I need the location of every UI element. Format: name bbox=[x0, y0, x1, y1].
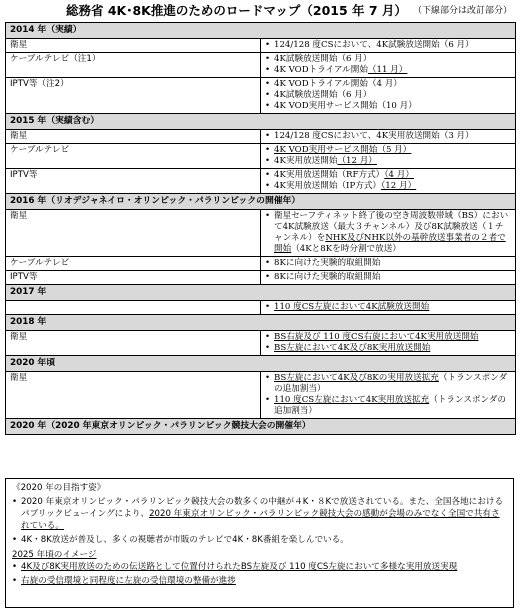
category-cell: 衛星 bbox=[6, 331, 261, 356]
list-item bbox=[265, 131, 511, 142]
year-header bbox=[6, 285, 516, 301]
text-segment: 4K VOD実用サービス開始（10 月） bbox=[274, 101, 417, 111]
items-cell bbox=[261, 301, 516, 315]
list-item bbox=[265, 170, 511, 181]
category-cell: ケーブルテレビ bbox=[6, 144, 261, 169]
future-items bbox=[12, 496, 507, 546]
text-segment: （4 月） bbox=[384, 170, 414, 180]
list-item bbox=[265, 54, 511, 65]
title-row bbox=[0, 2, 520, 22]
list-item bbox=[265, 332, 511, 343]
year-header bbox=[6, 356, 516, 372]
year-header bbox=[6, 315, 516, 331]
text-segment: 4K実用放送開始（IP方式） bbox=[274, 181, 382, 191]
list-item bbox=[265, 343, 511, 354]
text-segment: （11 月） bbox=[367, 65, 408, 75]
text-segment: 4K実用放送開始 bbox=[274, 156, 338, 166]
list-item bbox=[265, 211, 511, 255]
page-title: 総務省 4K･8K推進のためのロードマップ（2015 年 7 月） bbox=[66, 3, 407, 18]
list-item bbox=[265, 101, 511, 112]
year-label: 2015 年（実績含む） bbox=[6, 114, 516, 130]
table-row bbox=[6, 78, 516, 114]
list-item bbox=[265, 373, 511, 395]
text-segment: 110 度CS左旋において4K試験放送開始 bbox=[274, 302, 430, 312]
list-item bbox=[265, 302, 511, 313]
future-item bbox=[12, 534, 507, 546]
text-segment: 4K試験放送開始（6 月） bbox=[274, 90, 372, 100]
year-header bbox=[6, 419, 516, 435]
table-row bbox=[6, 331, 516, 356]
year-header bbox=[6, 114, 516, 130]
year-label: 2016 年（リオデジャネイロ・オリンピック・パラリンピックの開催年） bbox=[6, 194, 516, 210]
list-item bbox=[265, 272, 511, 283]
text-segment: 右旋の受信環境と同程度に左旋の受信環境の整備が進捗 bbox=[21, 576, 236, 586]
text-segment: 4K VODトライアル開始 bbox=[274, 65, 368, 75]
future-sub-item bbox=[12, 561, 507, 573]
text-segment: 4K VODトライアル開始（4 月） bbox=[274, 79, 402, 89]
category-cell: 衛星 bbox=[6, 372, 261, 419]
list-item bbox=[265, 79, 511, 90]
text-segment: 124/128 度CSにおいて、4K試験放送開始（6 月） bbox=[274, 40, 474, 50]
category-cell: ケーブルテレビ（注1） bbox=[6, 53, 261, 78]
text-segment: 4K VOD実用サービス開始（5 月） bbox=[274, 145, 412, 155]
year-label: 2014 年（実績） bbox=[6, 23, 516, 39]
list-item bbox=[265, 65, 511, 76]
table-row bbox=[6, 257, 516, 271]
roadmap-table bbox=[5, 22, 516, 435]
category-cell bbox=[6, 301, 261, 315]
text-segment: （トランスポンダの追加割当） bbox=[274, 373, 508, 394]
items-cell bbox=[261, 372, 516, 419]
text-segment: BS左旋において4K及び8K実用放送開始 bbox=[274, 343, 431, 353]
text-segment: NHK及びNHK以外の基幹放送事業者の２者で開始 bbox=[274, 233, 506, 254]
items-cell bbox=[261, 331, 516, 356]
items-cell bbox=[261, 257, 516, 271]
text-segment: 2020 年東京オリンピック・パラリンピック競技大会の数多くの中継が４K・８Kで放送されている。また、全国各地におけるパブリックビューイングにより、 bbox=[21, 497, 504, 519]
category-cell: ケーブルテレビ bbox=[6, 257, 261, 271]
text-segment: （12 月） bbox=[381, 181, 417, 191]
table-row bbox=[6, 169, 516, 194]
category-cell: 衛星 bbox=[6, 210, 261, 257]
table-row bbox=[6, 144, 516, 169]
items-cell bbox=[261, 144, 516, 169]
future-vision-box bbox=[5, 478, 514, 608]
table-row bbox=[6, 130, 516, 144]
category-cell: 衛星 bbox=[6, 39, 261, 53]
category-cell: IPTV等（注2） bbox=[6, 78, 261, 114]
table-row bbox=[6, 301, 516, 315]
text-segment: 110 度CS左旋において4K実用放送拡充 bbox=[274, 395, 430, 405]
year-header bbox=[6, 23, 516, 39]
list-item bbox=[265, 145, 511, 156]
year-label: 2017 年 bbox=[6, 285, 516, 301]
list-item bbox=[265, 40, 511, 51]
future-sub-item bbox=[12, 575, 507, 587]
table-row bbox=[6, 53, 516, 78]
year-label: 2018 年 bbox=[6, 315, 516, 331]
text-segment: 2020 年東京オリンピック・パラリンピック競技大会の感動が会場のみでなく全国で共有されている。 bbox=[21, 509, 500, 531]
items-cell bbox=[261, 210, 516, 257]
list-item bbox=[265, 90, 511, 101]
text-segment: 4K試験放送開始（6 月） bbox=[274, 54, 372, 64]
future-heading: 《2020 年の目指す姿》 bbox=[12, 483, 106, 493]
text-segment: 4K及び8K実用放送のための伝送路として位置付けられたBS左旋及び 110 度CS左旋において多様な実用放送実現 bbox=[21, 562, 458, 572]
table-row bbox=[6, 271, 516, 285]
category-cell: IPTV等 bbox=[6, 271, 261, 285]
list-item bbox=[265, 181, 511, 192]
future-item bbox=[12, 496, 507, 532]
list-item bbox=[265, 258, 511, 269]
items-cell bbox=[261, 78, 516, 114]
future-sub-items bbox=[12, 561, 507, 587]
text-segment: 124/128 度CSにおいて、4K実用放送開始（3 月） bbox=[274, 131, 474, 141]
year-label: 2020 年頃 bbox=[6, 356, 516, 372]
list-item bbox=[265, 156, 511, 167]
text-segment: 4K実用放送開始（RF方式） bbox=[274, 170, 385, 180]
items-cell bbox=[261, 130, 516, 144]
items-cell bbox=[261, 169, 516, 194]
list-item bbox=[265, 395, 511, 417]
table-row bbox=[6, 39, 516, 53]
text-segment: 8Kに向けた実験的取組開始 bbox=[274, 272, 381, 282]
text-segment: BS右旋及び 110 度CS右旋において4K実用放送開始 bbox=[274, 332, 479, 342]
text-segment: （4Kと8Kを時分割で放送） bbox=[291, 244, 401, 254]
text-segment: （12 月） bbox=[337, 156, 377, 166]
category-cell: 衛星 bbox=[6, 130, 261, 144]
items-cell bbox=[261, 53, 516, 78]
items-cell bbox=[261, 39, 516, 53]
text-segment: 衛星セーフティネット終了後の空き周波数帯域（BS）において4K試験放送（最大３チャンネル）及び8K試験放送（１チャンネル）を bbox=[274, 211, 509, 243]
table-row bbox=[6, 210, 516, 257]
table-row bbox=[6, 372, 516, 419]
year-header bbox=[6, 194, 516, 210]
year-label: 2020 年（2020 年東京オリンピック・パラリンピック競技大会の開催年） bbox=[6, 419, 516, 435]
text-segment: （トランスポンダの追加割当） bbox=[274, 395, 506, 416]
text-segment: 4K・8K放送が普及し、多くの視聴者が市販のテレビで4K・8K番組を楽しんでいる。 bbox=[21, 535, 349, 545]
text-segment: 8Kに向けた実験的取組開始 bbox=[274, 258, 381, 268]
category-cell: IPTV等 bbox=[6, 169, 261, 194]
text-segment: BS左旋において4K及び8Kの実用放送拡充 bbox=[274, 373, 439, 383]
future-sub-heading: 2025 年頃のイメージ bbox=[12, 550, 97, 560]
items-cell bbox=[261, 271, 516, 285]
revision-note: （下線部分は改訂部分） bbox=[412, 6, 512, 16]
